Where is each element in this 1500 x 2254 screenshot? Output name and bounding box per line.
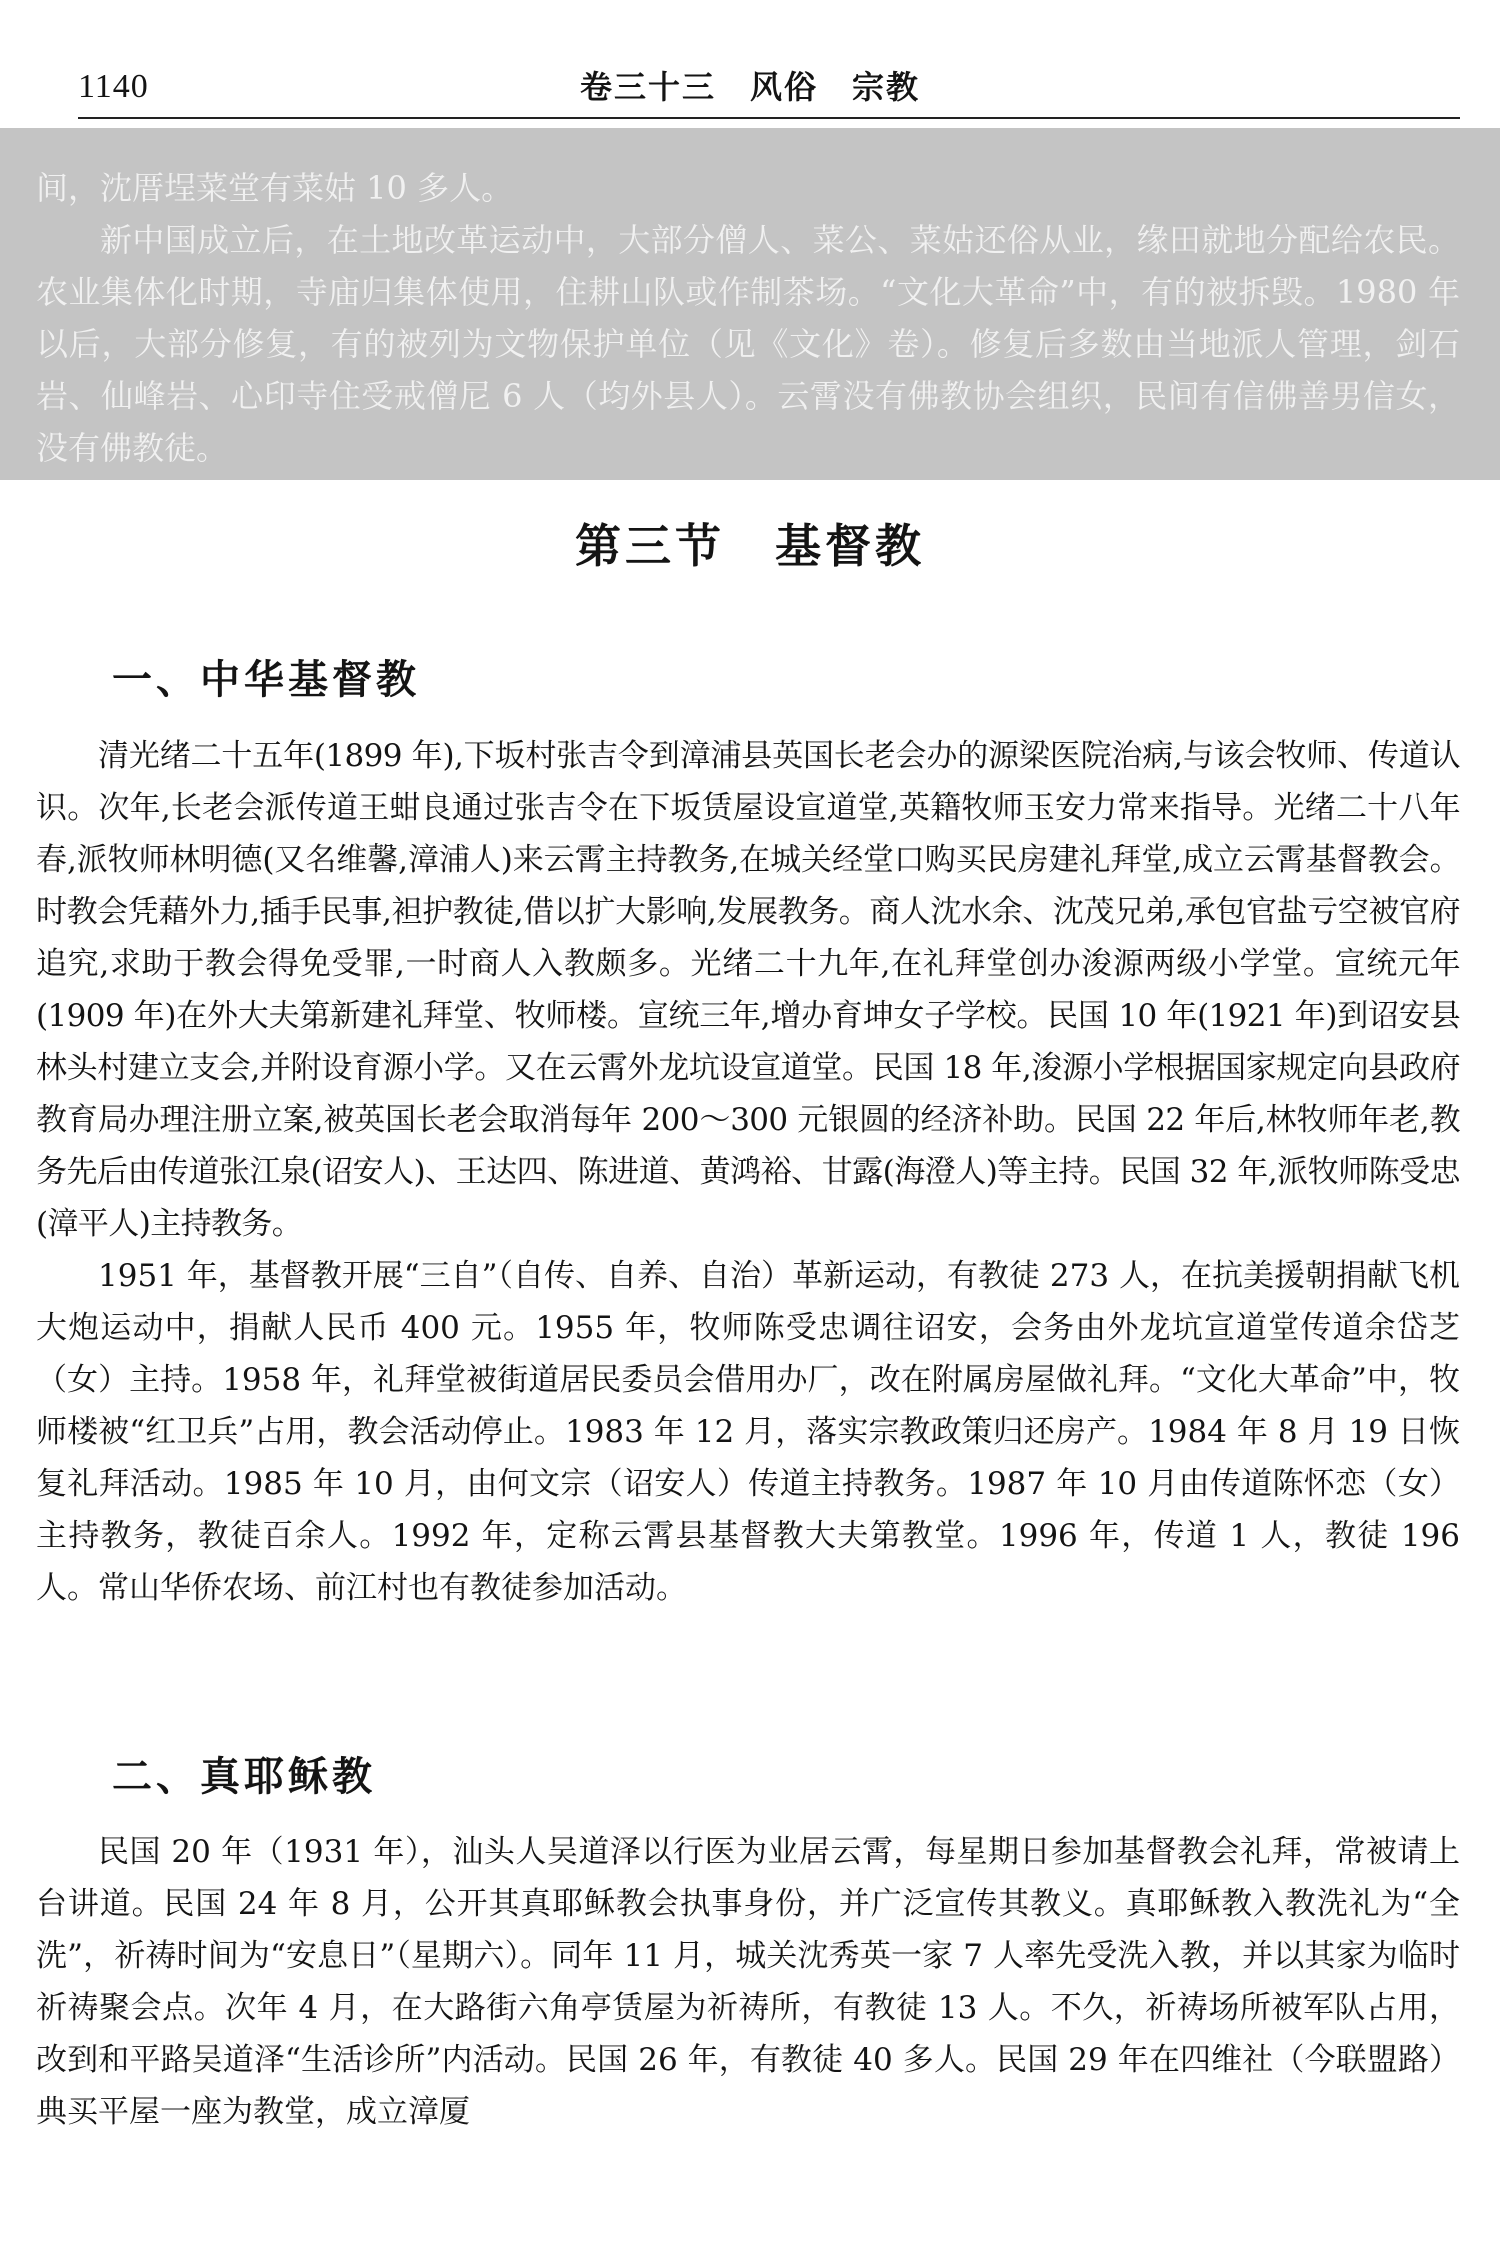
paragraph: 民国 20 年（1931 年），汕头人吴道泽以行医为业居云霄，每星期日参加基督教会礼拜，常被请上台讲道。民国 24 年 8 月，公开其真耶稣教会执事身份，并广泛宣传其教义。真耶稣教入教洗礼为“全洗”，祈祷时间为“安息日”（星期六）。同年 11 月，城关沈秀英一家 7 人率先受洗入教，并以其家为临时祈祷聚会点。次年 4 月，在大路街六角亭赁屋为祈祷所，有教徒 13 人。不久，祈祷场所被军队占用，改到和平路吴道泽“生活诊所”内活动。民国 26 年，有教徒 40 多人。民国 29 年在四维社（今联盟路）典买平屋一座为教堂，成立漳厦 (36, 1834, 1460, 2130)
paragraph: 1951 年，基督教开展“三自”（自传、自养、自治）革新运动，有教徒 273 人，在抗美援朝捐献飞机大炮运动中，捐献人民币 400 元。1955 年，牧师陈受忠调往诏安，会务由外龙坑宣道堂传道余岱芝（女）主持。1958 年，礼拜堂被街道居民委员会借用办厂，改在附属房屋做礼拜。“文化大革命”中，牧师楼被“红卫兵”占用，教会活动停止。1983 年 12 月，落实宗教政策归还房产。1984 年 8 月 19 日恢复礼拜活动。1985 年 10 月，由何文宗（诏安人）传道主持教务。1987 年 10 月由传道陈怀恋（女）主持教务，教徒百余人。1992 年，定称云霄县基督教大夫第教堂。1996 年，传道 1 人，教徒 196 人。常山华侨农场、前江村也有教徒参加活动。 (36, 1258, 1460, 1606)
section-title: 第三节 基督教 (575, 519, 925, 573)
paragraph: 清光绪二十五年(1899 年),下坂村张吉令到漳浦县英国长老会办的源梁医院治病,与该会牧师、传道认识。次年,长老会派传道王蚶良通过张吉令在下坂赁屋设宣道堂,英籍牧师玉安力常来指导。光绪二十八年春,派牧师林明德(又名维馨,漳浦人)来云霄主持教务,在城关经堂口购买民房建礼拜堂,成立云霄基督教会。时教会凭藉外力,插手民事,袒护教徒,借以扩大影响,发展教务。商人沈水余、沈茂兄弟,承包官盐亏空被官府追究,求助于教会得免受罪,一时商人入教颇多。光绪二十九年,在礼拜堂创办浚源两级小学堂。宣统元年(1909 年)在外大夫第新建礼拜堂、牧师楼。宣统三年,增办育坤女子学校。民国 10 年(1921 年)到诏安县林头村建立支会,并附设育源小学。又在云霄外龙坑设宣道堂。民国 18 年,浚源小学根据国家规定向县政府教育局办理注册立案,被英国长老会取消每年 200～300 元银圆的经济补助。民国 22 年后,林牧师年老,教务先后由传道张江泉(诏安人)、王达四、陈进道、黄鸿裕、甘露(海澄人)等主持。民国 32 年,派牧师陈受忠(漳平人)主持教务。 (36, 738, 1460, 1242)
shaded-line-first: 间，沈厝埕菜堂有菜姑 10 多人。 (36, 169, 514, 207)
shaded-paragraph: 新中国成立后，在土地改革运动中，大部分僧人、菜公、菜姑还俗从业，缘田就地分配给农民。农业集体化时期，寺庙归集体使用，住耕山队或作制茶场。“文化大革命”中，有的被拆毁。1980 年以后，大部分修复，有的被列为文物保护单位（见《文化》卷）。修复后多数由当地派人管理，剑石岩、仙峰岩、心印寺住受戒僧尼 6 人（均外县人）。云霄没有佛教协会组织，民间有信佛善男信女，没有佛教徒。 (36, 221, 1460, 467)
subheading-true-jesus-church: 二、真耶稣教 (112, 1753, 376, 1800)
header-rule (78, 117, 1460, 119)
part1-body (36, 730, 1460, 1614)
part2-body (36, 1826, 1460, 2138)
page-number: 1140 (78, 68, 149, 105)
subheading-chinese-christianity: 一、中华基督教 (112, 656, 420, 703)
shaded-previous-text (0, 128, 1500, 480)
running-title: 卷三十三 风俗 宗教 (579, 68, 920, 106)
